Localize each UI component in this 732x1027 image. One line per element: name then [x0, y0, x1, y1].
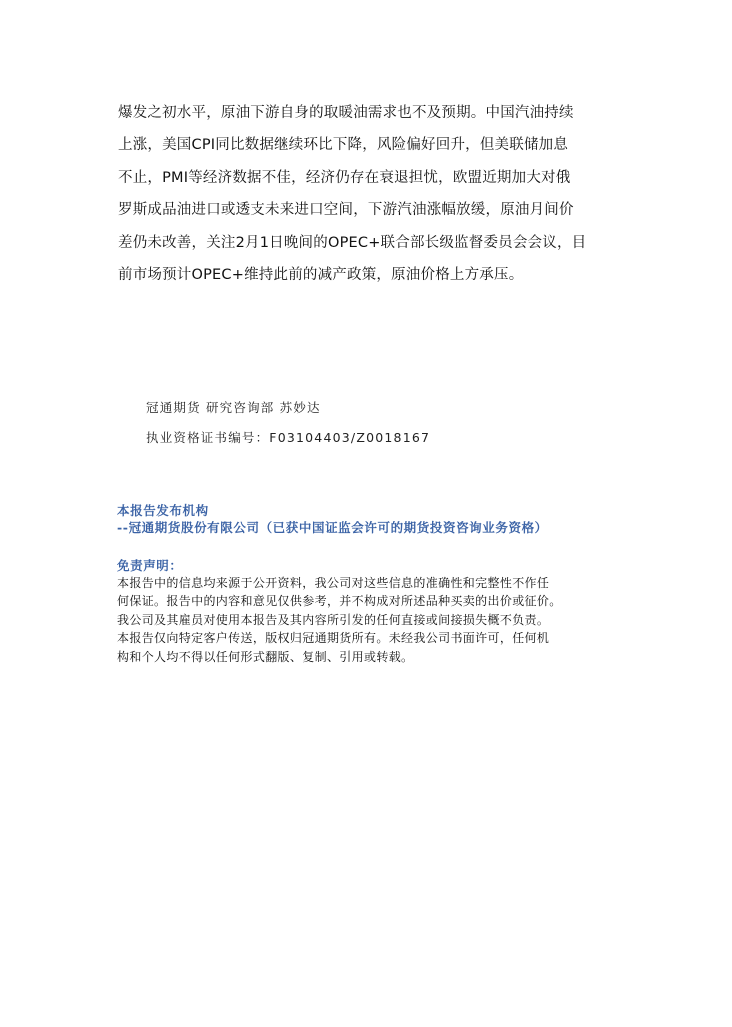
body-line: 罗斯成品油进口或透支未来进口空间，下游汽油涨幅放缓，原油月间价: [118, 202, 574, 219]
author-line: 冠通期货 研究咨询部 苏妙达: [146, 400, 321, 415]
disclaimer-line: 何保证。报告中的内容和意见仅供参考，并不构成对所述品种买卖的出价或征价。: [117, 594, 562, 609]
body-line: 爆发之初水平，原油下游自身的取暖油需求也不及预期。中国汽油持续: [118, 105, 574, 121]
disclaimer-section: [117, 557, 627, 666]
disclaimer-line: 本报告仅向特定客户传送，版权归冠通期货所有。未经我公司书面许可，任何机: [117, 631, 550, 646]
publisher-heading: 本报告发布机构: [117, 503, 209, 518]
license-number: 执业资格证书编号：F03104403/Z0018167: [146, 430, 431, 445]
body-line: 差仍未改善，关注2月1日晚间的OPEC+联合部长级监督委员会会议，目: [118, 234, 587, 251]
body-line: 前市场预计OPEC+维持此前的减产政策，原油价格上方承压。: [118, 266, 524, 283]
publisher-section: [117, 502, 637, 536]
author-signature: [146, 393, 626, 453]
report-body-paragraph: [118, 97, 618, 291]
disclaimer-line: 本报告中的信息均来源于公开资料，我公司对这些信息的准确性和完整性不作任: [117, 576, 550, 590]
body-line: 不止，PMI等经济数据不佳，经济仍存在衰退担忧，欧盟近期加大对俄: [118, 169, 571, 186]
disclaimer-line: 构和个人均不得以任何形式翻版、复制、引用或转载。: [117, 649, 414, 664]
disclaimer-line: 我公司及其雇员对使用本报告及其内容所引发的任何直接或间接损失概不负责。: [117, 612, 550, 627]
publisher-name: --冠通期货股份有限公司（已获中国证监会许可的期货投资咨询业务资格）: [117, 520, 548, 535]
body-line: 上涨，美国CPI同比数据继续环比下降，风险偏好回升，但美联储加息: [118, 137, 569, 154]
disclaimer-heading: 免责声明：: [117, 558, 183, 573]
